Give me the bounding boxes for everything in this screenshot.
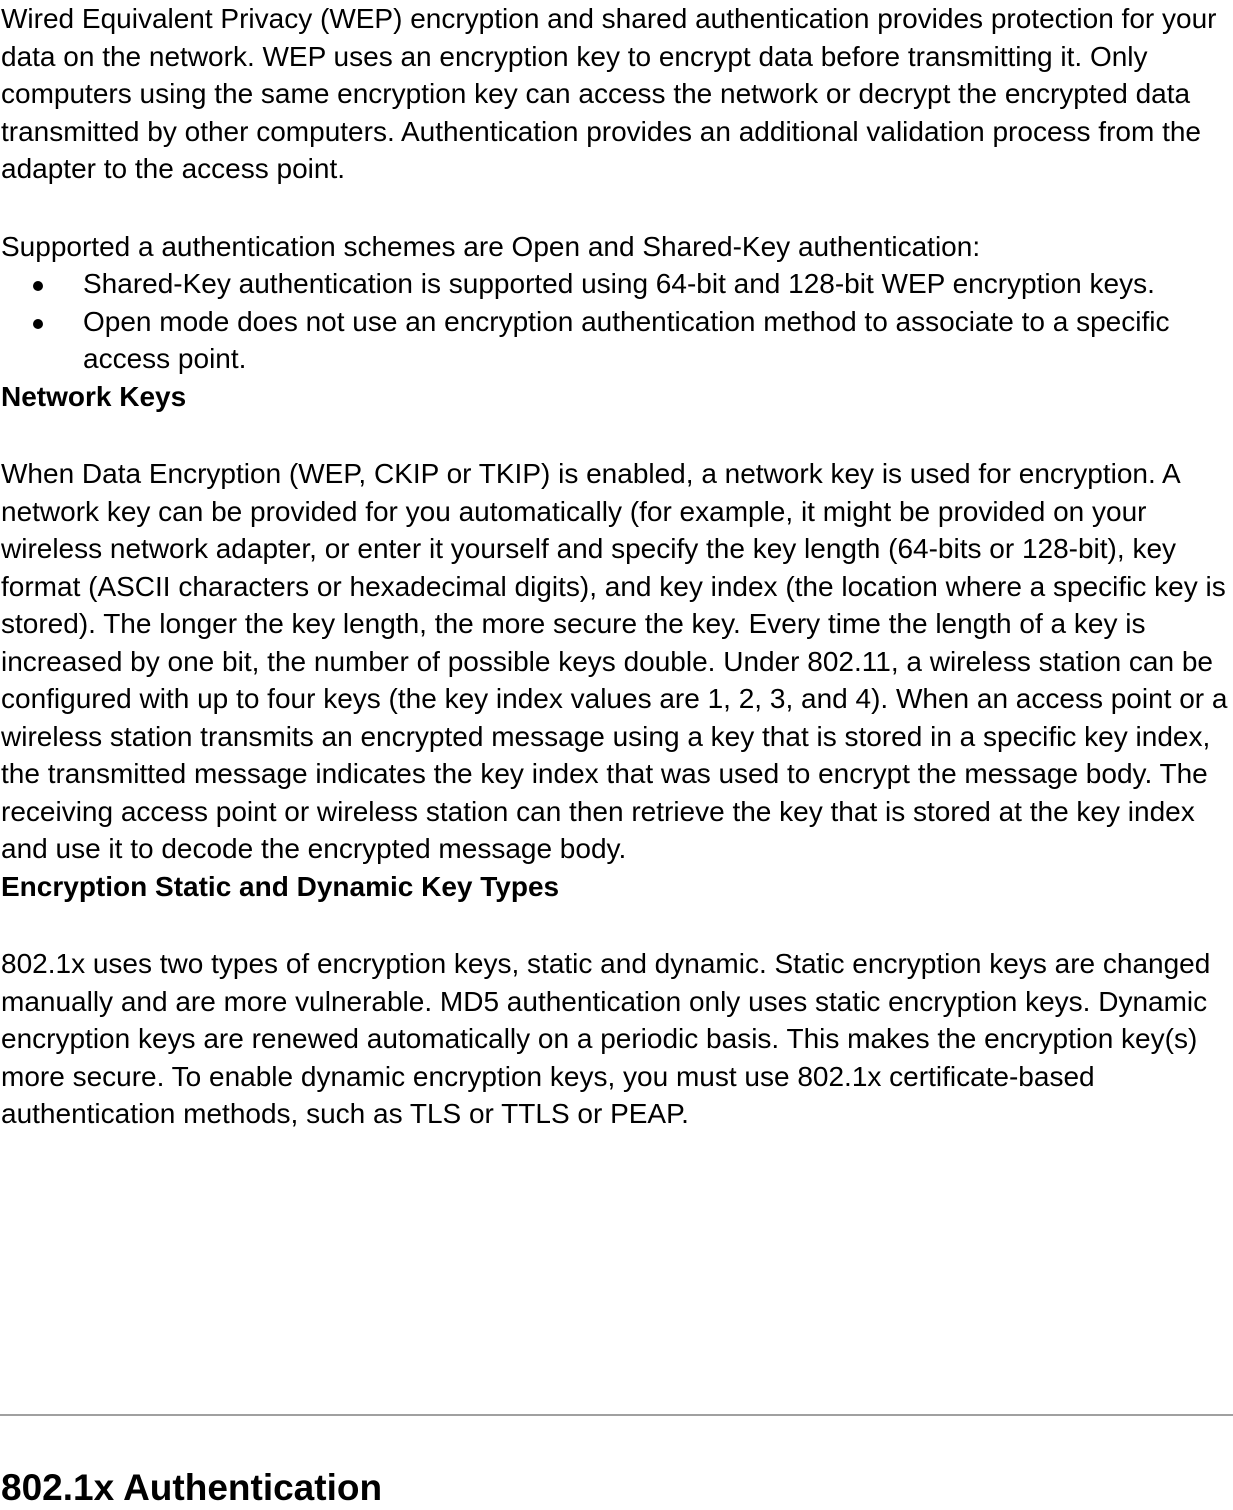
schemes-list bbox=[1, 265, 1233, 378]
document-body bbox=[1, 0, 1233, 1133]
list-item-text: Open mode does not use an encryption authentication method to associate to a specific access point. bbox=[83, 305, 1170, 374]
list-item bbox=[1, 265, 1233, 303]
network-keys-paragraph: When Data Encryption (WEP, CKIP or TKIP) is enabled, a network key is used for encryption. A network key can be provided for you automatically (for example, it might be provided on your wireless network adapter, or enter it yourself and specify the key length (64-bits or 128-bit), key format (ASCII characters or hexadecimal digits), and key index (the location where a specific key is stored). The longer the key length, the more secure the key. Every time the length of a key is increased by one bit, the number of possible keys double. Under 802.11, a wireless station can be configured with up to four keys (the key index values are 1, 2, 3, and 4). When an access point or a wireless station transmits an encrypted message using a key that is stored in a specific key index, the transmitted message indicates the key index that was used to encrypt the message body. The receiving access point or wireless station can then retrieve the key that is stored at the key index and use it to decode the encrypted message body. bbox=[1, 458, 1228, 864]
key-types-paragraph: 802.1x uses two types of encryption keys, static and dynamic. Static encryption keys are changed manually and are more vulnerable. MD5 authentication only uses static encryption keys. Dynamic encryption keys are renewed automatically on a periodic basis. This makes the encryption key(s) more secure. To enable dynamic encryption keys, you must use 802.1x certificate-based authentication methods, such as TLS or TTLS or PEAP. bbox=[1, 948, 1211, 1129]
key-types-heading: Encryption Static and Dynamic Key Types bbox=[1, 870, 560, 902]
section-heading: 802.1x Authentication bbox=[1, 1467, 383, 1508]
schemes-intro: Supported a authentication schemes are Open and Shared-Key authentication: bbox=[1, 230, 981, 262]
network-keys-heading: Network Keys bbox=[1, 380, 187, 412]
list-item bbox=[1, 303, 1233, 378]
bullet-icon bbox=[33, 319, 43, 329]
intro-paragraph: Wired Equivalent Privacy (WEP) encryption and shared authentication provides protection for your data on the network. WEP uses an encryption key to encrypt data before transmitting it. Only computers using the same encryption key can access the network or decrypt the encrypted data transmitted by other computers. Authentication provides an additional validation process from the adapter to the access point. bbox=[1, 3, 1217, 184]
section-divider bbox=[0, 1414, 1233, 1416]
list-item-text: Shared-Key authentication is supported using 64-bit and 128-bit WEP encryption keys. bbox=[83, 268, 1155, 299]
bullet-icon bbox=[33, 281, 43, 291]
